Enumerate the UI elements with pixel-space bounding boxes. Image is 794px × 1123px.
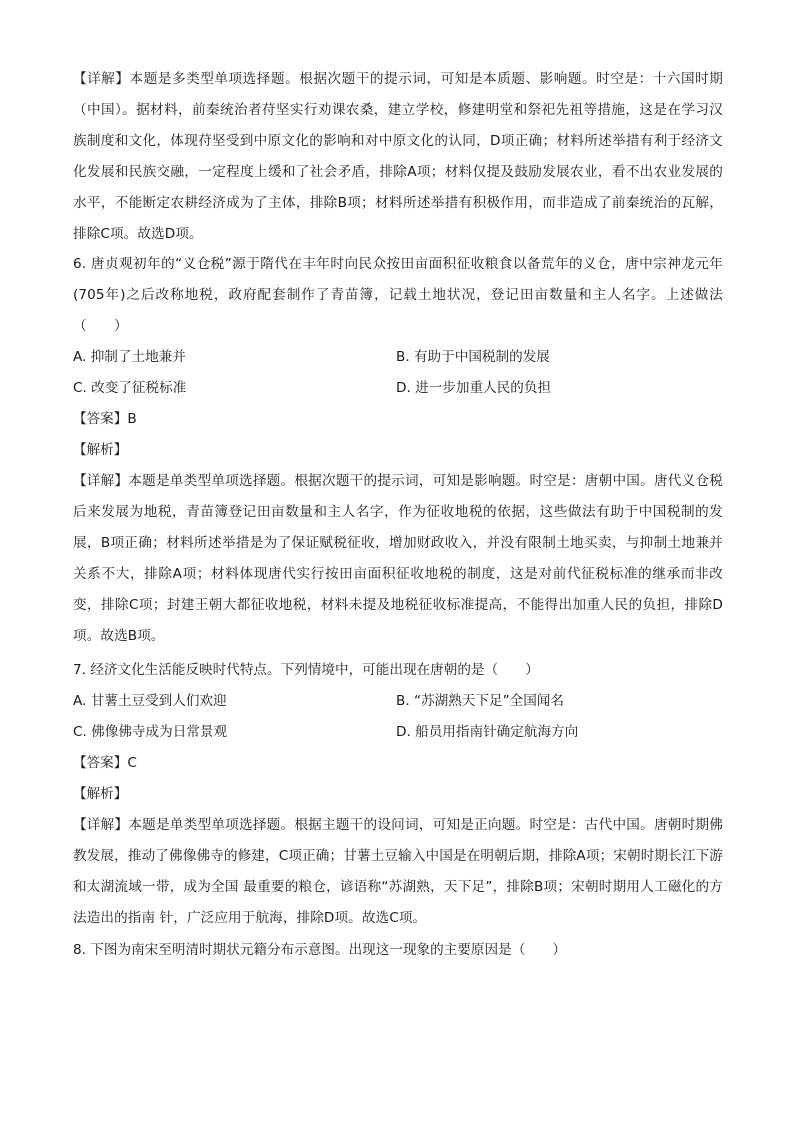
q7-answer: 【答案】C — [73, 755, 137, 771]
q7-analysis-heading: 【解析】 — [73, 786, 128, 802]
q7-option-b: B. “苏湖熟天下足”全国闻名 — [396, 693, 564, 709]
q6-option-b: B. 有助于中国税制的发展 — [396, 349, 550, 365]
q6-stem: 6. 唐贞观初年的“义仓税”源于隋代在丰年时向民众按田亩面积征收粮食以备荒年的义仓，唐中宗神龙元年(705年)之后改称地税，政府配套制作了青苗簿，记载土地状况，登记田亩数量和主人名字。上述做法（ ） — [73, 256, 723, 334]
q7-option-a: A. 甘薯土豆受到人们欢迎 — [73, 693, 227, 709]
q7-option-d: D. 船员用指南针确定航海方向 — [396, 724, 579, 740]
q6-option-a: A. 抑制了土地兼并 — [73, 349, 186, 365]
q7-stem: 7. 经济文化生活能反映时代特点。下列情境中，可能出现在唐朝的是（ ） — [73, 662, 539, 678]
q6-answer: 【答案】B — [73, 411, 137, 427]
q6-explanation: 【详解】本题是单类型单项选择题。根据次题干的提示词，可知是影响题。时空是：唐朝中国。唐代义仓税后来发展为地税，青苗簿登记田亩数量和主人名字，作为征收地税的依据，这些做法有助于中国税制的发展，B项正确；材料所述举措是为了保证赋税征收，增加财政收入，并没有限制土地买卖，与抑制土地兼并关系不大，排除A项；材料体现唐代实行按田亩面积征收地税的制度，这是对前代征税标准的继承而非改变，排除C项；封建王朝大都征收地税，材料未提及地税征收标准提高，不能得出加重人民的负担，排除D项。故选B项。 — [73, 473, 723, 644]
q6-analysis-heading: 【解析】 — [73, 442, 128, 458]
q6-option-d: D. 进一步加重人民的负担 — [396, 380, 552, 396]
q7-explanation: 【详解】本题是单类型单项选择题。根据主题干的设问词，可知是正向题。时空是：古代中国。唐朝时期佛教发展，推动了佛像佛寺的修建，C项正确；甘薯土豆输入中国是在明朝后期，排除A项；宋朝时期长江下游和太湖流域一带，成为全国 最重要的粮仓，谚语称“苏湖熟，天下足”，排除B项；宋朝时期用人工磁化的方法造出的指南 针，广泛应用于航海，排除D项。故选C项。 — [73, 817, 723, 926]
q6-option-c: C. 改变了征税标准 — [73, 380, 187, 396]
q7-option-c: C. 佛像佛寺成为日常景观 — [73, 724, 228, 740]
q5-explanation: 【详解】本题是多类型单项选择题。根据次题干的提示词，可知是本质题、影响题。时空是：十六国时期（中国）。据材料，前秦统治者苻坚实行劝课农桑，建立学校，修建明堂和祭祀先祖等措施，这是在学习汉族制度和文化，体现苻坚受到中原文化的影响和对中原文化的认同，D项正确；材料所述举措有利于经济文化发展和民族交融，一定程度上缓和了社会矛盾，排除A项；材料仅提及鼓励发展农业，看不出农业发展的水平，不能断定农耕经济成为了主体，排除B项；材料所述举措有积极作用，而非造成了前秦统治的瓦解，排除C项。故选D项。 — [73, 71, 723, 242]
q8-stem: 8. 下图为南宋至明清时期状元籍分布示意图。出现这一现象的主要原因是（ ） — [73, 942, 567, 958]
